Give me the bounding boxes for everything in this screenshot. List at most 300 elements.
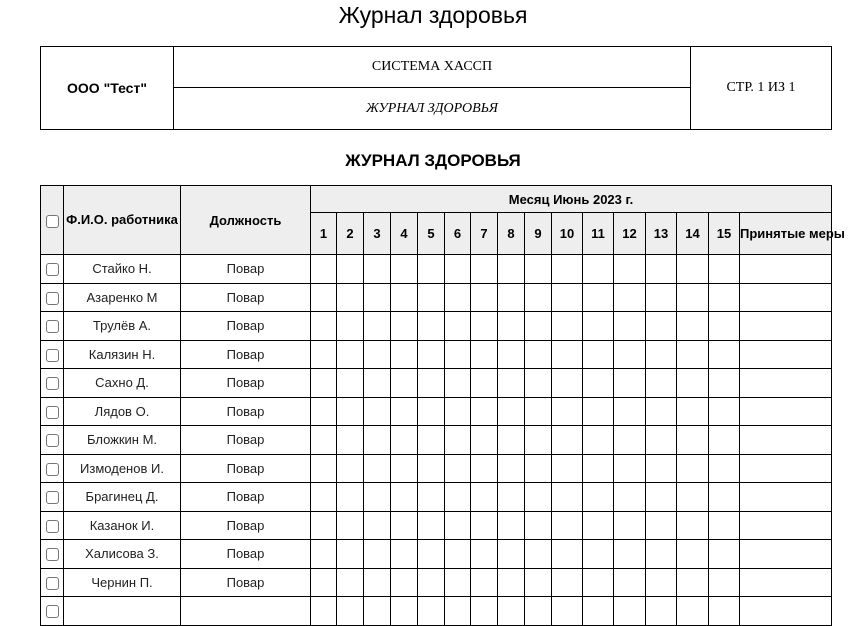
day-cell[interactable]: [391, 255, 418, 284]
day-cell[interactable]: [391, 426, 418, 455]
employee-name: Сахно Д.: [64, 369, 181, 398]
day-cell[interactable]: [311, 454, 337, 483]
day-cell[interactable]: [583, 312, 614, 341]
day-cell[interactable]: [471, 483, 498, 512]
day-cell[interactable]: [709, 312, 740, 341]
table-row: [41, 397, 832, 426]
day-cell[interactable]: [583, 283, 614, 312]
day-cell[interactable]: [337, 568, 364, 597]
column-header-day: 8: [498, 213, 525, 255]
day-cell[interactable]: [364, 283, 391, 312]
day-cell[interactable]: [445, 369, 471, 398]
day-cell[interactable]: [364, 255, 391, 284]
day-cell[interactable]: [583, 397, 614, 426]
day-cell[interactable]: [614, 255, 646, 284]
day-cell[interactable]: [311, 426, 337, 455]
day-cell[interactable]: [498, 369, 525, 398]
system-name: СИСТЕМА ХАССП: [174, 47, 691, 88]
column-header-day: 7: [471, 213, 498, 255]
employee-position: Повар: [181, 312, 311, 341]
day-cell[interactable]: [525, 397, 552, 426]
table-row: [41, 312, 832, 341]
day-cell[interactable]: [709, 483, 740, 512]
day-cell[interactable]: [364, 511, 391, 540]
day-cell[interactable]: [525, 312, 552, 341]
day-cell[interactable]: [552, 312, 583, 341]
day-cell[interactable]: [418, 340, 445, 369]
day-cell[interactable]: [614, 511, 646, 540]
column-header-day: 11: [583, 213, 614, 255]
day-cell[interactable]: [391, 369, 418, 398]
table-row: [41, 454, 832, 483]
day-cell[interactable]: [445, 255, 471, 284]
column-header-day: 3: [364, 213, 391, 255]
day-cell[interactable]: [614, 340, 646, 369]
column-header-day: 14: [677, 213, 709, 255]
day-cell[interactable]: [337, 340, 364, 369]
measures-cell[interactable]: [740, 369, 832, 398]
day-cell[interactable]: [677, 397, 709, 426]
day-cell[interactable]: [552, 483, 583, 512]
day-cell[interactable]: [583, 426, 614, 455]
column-header-day: 12: [614, 213, 646, 255]
day-cell[interactable]: [525, 511, 552, 540]
employee-name: Трулёв А.: [64, 312, 181, 341]
day-cell[interactable]: [391, 283, 418, 312]
table-row: [41, 597, 832, 626]
row-checkbox[interactable]: [46, 520, 59, 533]
column-header-day: 6: [445, 213, 471, 255]
table-row: [41, 540, 832, 569]
day-cell[interactable]: [364, 369, 391, 398]
day-cell[interactable]: [525, 255, 552, 284]
day-cell[interactable]: [391, 454, 418, 483]
day-cell[interactable]: [471, 568, 498, 597]
column-header-day: 2: [337, 213, 364, 255]
day-cell[interactable]: [364, 483, 391, 512]
day-cell[interactable]: [583, 255, 614, 284]
row-select-cell: [41, 426, 64, 455]
day-cell[interactable]: [311, 483, 337, 512]
column-header-day: 9: [525, 213, 552, 255]
day-cell[interactable]: [391, 511, 418, 540]
day-cell[interactable]: [677, 540, 709, 569]
page-title: Журнал здоровья: [338, 2, 528, 28]
row-checkbox[interactable]: [46, 349, 59, 362]
employee-name: Халисова З.: [64, 540, 181, 569]
day-cell[interactable]: [525, 568, 552, 597]
day-cell[interactable]: [418, 540, 445, 569]
day-cell[interactable]: [337, 312, 364, 341]
day-cell[interactable]: [471, 340, 498, 369]
row-checkbox[interactable]: [46, 548, 59, 561]
day-cell[interactable]: [311, 312, 337, 341]
day-cell[interactable]: [418, 397, 445, 426]
day-cell[interactable]: [677, 369, 709, 398]
company-name: ООО "Тест": [41, 47, 174, 130]
row-select-cell: [41, 397, 64, 426]
day-cell[interactable]: [646, 511, 677, 540]
day-cell[interactable]: [552, 426, 583, 455]
day-cell[interactable]: [391, 340, 418, 369]
employee-name: Казанок И.: [64, 511, 181, 540]
day-cell[interactable]: [418, 255, 445, 284]
day-cell[interactable]: [646, 597, 677, 626]
day-cell[interactable]: [445, 511, 471, 540]
column-header-day: 15: [709, 213, 740, 255]
day-cell[interactable]: [391, 597, 418, 626]
day-cell[interactable]: [709, 340, 740, 369]
row-checkbox[interactable]: [46, 263, 59, 276]
day-cell[interactable]: [709, 397, 740, 426]
row-select-cell: [41, 597, 64, 626]
employee-name: [64, 597, 181, 626]
employee-name: Бложкин М.: [64, 426, 181, 455]
day-cell[interactable]: [445, 426, 471, 455]
day-cell[interactable]: [709, 568, 740, 597]
day-cell[interactable]: [337, 255, 364, 284]
column-header-name: Ф.И.О. работника: [64, 186, 181, 255]
day-cell[interactable]: [583, 369, 614, 398]
measures-cell[interactable]: [740, 454, 832, 483]
day-cell[interactable]: [614, 597, 646, 626]
day-cell[interactable]: [364, 340, 391, 369]
day-cell[interactable]: [677, 312, 709, 341]
day-cell[interactable]: [583, 454, 614, 483]
table-row: [41, 426, 832, 455]
day-cell[interactable]: [646, 312, 677, 341]
measures-cell[interactable]: [740, 597, 832, 626]
day-cell[interactable]: [337, 454, 364, 483]
day-cell[interactable]: [525, 369, 552, 398]
day-cell[interactable]: [418, 454, 445, 483]
day-cell[interactable]: [311, 283, 337, 312]
day-cell[interactable]: [709, 283, 740, 312]
day-cell[interactable]: [445, 483, 471, 512]
day-cell[interactable]: [498, 597, 525, 626]
day-cell[interactable]: [677, 483, 709, 512]
day-cell[interactable]: [525, 454, 552, 483]
measures-cell[interactable]: [740, 255, 832, 284]
day-cell[interactable]: [445, 597, 471, 626]
row-select-cell: [41, 540, 64, 569]
day-cell[interactable]: [418, 283, 445, 312]
employee-position: Повар: [181, 426, 311, 455]
day-cell[interactable]: [646, 568, 677, 597]
day-cell[interactable]: [525, 283, 552, 312]
row-checkbox[interactable]: [46, 320, 59, 333]
row-checkbox[interactable]: [46, 577, 59, 590]
day-cell[interactable]: [311, 597, 337, 626]
day-cell[interactable]: [709, 426, 740, 455]
day-cell[interactable]: [583, 568, 614, 597]
day-cell[interactable]: [709, 540, 740, 569]
page-number: СТР. 1 ИЗ 1: [691, 47, 832, 130]
day-cell[interactable]: [552, 568, 583, 597]
day-cell[interactable]: [552, 255, 583, 284]
day-cell[interactable]: [525, 597, 552, 626]
day-cell[interactable]: [445, 340, 471, 369]
table-row: [41, 511, 832, 540]
day-cell[interactable]: [418, 483, 445, 512]
employee-position: Повар: [181, 255, 311, 284]
day-cell[interactable]: [614, 483, 646, 512]
day-cell[interactable]: [311, 511, 337, 540]
day-cell[interactable]: [445, 540, 471, 569]
day-cell[interactable]: [364, 568, 391, 597]
column-header-measures: Принятые меры: [740, 213, 832, 255]
row-select-cell: [41, 511, 64, 540]
day-cell[interactable]: [418, 312, 445, 341]
day-cell[interactable]: [391, 483, 418, 512]
employee-position: Повар: [181, 483, 311, 512]
day-cell[interactable]: [391, 312, 418, 341]
day-cell[interactable]: [583, 340, 614, 369]
day-cell[interactable]: [418, 511, 445, 540]
column-header-position: Должность: [181, 186, 311, 255]
day-cell[interactable]: [583, 511, 614, 540]
day-cell[interactable]: [498, 397, 525, 426]
day-cell[interactable]: [646, 255, 677, 284]
day-cell[interactable]: [498, 283, 525, 312]
day-cell[interactable]: [646, 454, 677, 483]
measures-cell[interactable]: [740, 340, 832, 369]
column-header-month: Месяц Июнь 2023 г.: [311, 186, 832, 213]
day-cell[interactable]: [614, 283, 646, 312]
day-cell[interactable]: [614, 369, 646, 398]
employee-position: Повар: [181, 540, 311, 569]
employee-position: Повар: [181, 369, 311, 398]
row-checkbox[interactable]: [46, 463, 59, 476]
day-cell[interactable]: [677, 283, 709, 312]
employee-name: Лядов О.: [64, 397, 181, 426]
employee-position: Повар: [181, 283, 311, 312]
day-cell[interactable]: [614, 568, 646, 597]
row-select-cell: [41, 255, 64, 284]
day-cell[interactable]: [552, 454, 583, 483]
day-cell[interactable]: [646, 483, 677, 512]
employee-name: Стайко Н.: [64, 255, 181, 284]
day-cell[interactable]: [583, 483, 614, 512]
day-cell[interactable]: [337, 283, 364, 312]
measures-cell[interactable]: [740, 568, 832, 597]
day-cell[interactable]: [498, 511, 525, 540]
employee-position: [181, 597, 311, 626]
measures-cell[interactable]: [740, 483, 832, 512]
day-cell[interactable]: [311, 540, 337, 569]
day-cell[interactable]: [364, 597, 391, 626]
employee-name: Калязин Н.: [64, 340, 181, 369]
day-cell[interactable]: [471, 397, 498, 426]
day-cell[interactable]: [677, 568, 709, 597]
column-header-day: 13: [646, 213, 677, 255]
day-cell[interactable]: [614, 312, 646, 341]
employee-position: Повар: [181, 454, 311, 483]
row-checkbox[interactable]: [46, 292, 59, 305]
table-row: [41, 255, 832, 284]
column-header-day: 10: [552, 213, 583, 255]
employee-name: Чернин П.: [64, 568, 181, 597]
day-cell[interactable]: [311, 255, 337, 284]
measures-cell[interactable]: [740, 397, 832, 426]
day-cell[interactable]: [364, 540, 391, 569]
table-row: [41, 483, 832, 512]
day-cell[interactable]: [525, 340, 552, 369]
day-cell[interactable]: [677, 340, 709, 369]
day-cell[interactable]: [337, 483, 364, 512]
day-cell[interactable]: [311, 340, 337, 369]
row-select-cell: [41, 283, 64, 312]
day-cell[interactable]: [709, 454, 740, 483]
day-cell[interactable]: [471, 511, 498, 540]
measures-cell[interactable]: [740, 283, 832, 312]
row-checkbox[interactable]: [46, 491, 59, 504]
employee-name: Измоденов И.: [64, 454, 181, 483]
day-cell[interactable]: [337, 369, 364, 398]
day-cell[interactable]: [391, 397, 418, 426]
day-cell[interactable]: [471, 597, 498, 626]
table-row: [41, 369, 832, 398]
employee-name: Азаренко М: [64, 283, 181, 312]
table-row: [41, 568, 832, 597]
day-cell[interactable]: [445, 283, 471, 312]
health-log-table: [40, 185, 845, 626]
day-cell[interactable]: [471, 255, 498, 284]
day-cell[interactable]: [364, 426, 391, 455]
day-cell[interactable]: [337, 511, 364, 540]
day-cell[interactable]: [709, 255, 740, 284]
day-cell[interactable]: [418, 426, 445, 455]
day-cell[interactable]: [552, 283, 583, 312]
day-cell[interactable]: [418, 597, 445, 626]
row-checkbox[interactable]: [46, 377, 59, 390]
day-cell[interactable]: [646, 540, 677, 569]
row-select-cell: [41, 340, 64, 369]
day-cell[interactable]: [646, 397, 677, 426]
day-cell[interactable]: [646, 283, 677, 312]
day-cell[interactable]: [614, 454, 646, 483]
day-cell[interactable]: [445, 568, 471, 597]
day-cell[interactable]: [311, 369, 337, 398]
day-cell[interactable]: [614, 397, 646, 426]
table-row: [41, 283, 832, 312]
day-cell[interactable]: [552, 340, 583, 369]
day-cell[interactable]: [471, 312, 498, 341]
day-cell[interactable]: [525, 483, 552, 512]
day-cell[interactable]: [364, 454, 391, 483]
day-cell[interactable]: [337, 540, 364, 569]
row-checkbox[interactable]: [46, 434, 59, 447]
day-cell[interactable]: [498, 426, 525, 455]
day-cell[interactable]: [709, 369, 740, 398]
measures-cell[interactable]: [740, 312, 832, 341]
day-cell[interactable]: [337, 397, 364, 426]
row-checkbox[interactable]: [46, 406, 59, 419]
day-cell[interactable]: [552, 369, 583, 398]
document-header: [40, 46, 832, 130]
select-all-cell: [41, 186, 64, 255]
day-cell[interactable]: [646, 340, 677, 369]
day-cell[interactable]: [525, 540, 552, 569]
table-row: [41, 340, 832, 369]
day-cell[interactable]: [552, 397, 583, 426]
row-select-cell: [41, 369, 64, 398]
employee-position: Повар: [181, 340, 311, 369]
day-cell[interactable]: [471, 454, 498, 483]
employee-position: Повар: [181, 568, 311, 597]
employee-position: Повар: [181, 511, 311, 540]
day-cell[interactable]: [471, 369, 498, 398]
day-cell[interactable]: [709, 511, 740, 540]
day-cell[interactable]: [337, 426, 364, 455]
day-cell[interactable]: [311, 397, 337, 426]
day-cell[interactable]: [498, 255, 525, 284]
day-cell[interactable]: [364, 397, 391, 426]
day-cell[interactable]: [498, 568, 525, 597]
day-cell[interactable]: [391, 540, 418, 569]
day-cell[interactable]: [614, 426, 646, 455]
day-cell[interactable]: [552, 511, 583, 540]
measures-cell[interactable]: [740, 511, 832, 540]
day-cell[interactable]: [677, 426, 709, 455]
row-select-cell: [41, 483, 64, 512]
day-cell[interactable]: [391, 568, 418, 597]
day-cell[interactable]: [677, 511, 709, 540]
employee-name: Брагинец Д.: [64, 483, 181, 512]
day-cell[interactable]: [364, 312, 391, 341]
day-cell[interactable]: [677, 597, 709, 626]
row-checkbox[interactable]: [46, 605, 59, 618]
day-cell[interactable]: [498, 454, 525, 483]
employee-position: Повар: [181, 397, 311, 426]
journal-name: ЖУРНАЛ ЗДОРОВЬЯ: [174, 88, 691, 130]
measures-cell[interactable]: [740, 540, 832, 569]
day-cell[interactable]: [583, 597, 614, 626]
select-all-checkbox[interactable]: [46, 215, 59, 228]
day-cell[interactable]: [552, 597, 583, 626]
day-cell[interactable]: [677, 255, 709, 284]
day-cell[interactable]: [498, 540, 525, 569]
column-header-day: 5: [418, 213, 445, 255]
column-header-day: 1: [311, 213, 337, 255]
day-cell[interactable]: [445, 397, 471, 426]
section-title: ЖУРНАЛ ЗДОРОВЬЯ: [345, 151, 521, 170]
column-header-day: 4: [391, 213, 418, 255]
day-cell[interactable]: [498, 312, 525, 341]
day-cell[interactable]: [677, 454, 709, 483]
day-cell[interactable]: [418, 369, 445, 398]
day-cell[interactable]: [646, 426, 677, 455]
day-cell[interactable]: [614, 540, 646, 569]
day-cell[interactable]: [498, 340, 525, 369]
measures-cell[interactable]: [740, 426, 832, 455]
day-cell[interactable]: [337, 597, 364, 626]
day-cell[interactable]: [525, 426, 552, 455]
day-cell[interactable]: [583, 540, 614, 569]
day-cell[interactable]: [445, 312, 471, 341]
row-select-cell: [41, 454, 64, 483]
day-cell[interactable]: [445, 454, 471, 483]
day-cell[interactable]: [471, 283, 498, 312]
day-cell[interactable]: [498, 483, 525, 512]
day-cell[interactable]: [552, 540, 583, 569]
day-cell[interactable]: [418, 568, 445, 597]
day-cell[interactable]: [471, 540, 498, 569]
day-cell[interactable]: [646, 369, 677, 398]
day-cell[interactable]: [311, 568, 337, 597]
day-cell[interactable]: [709, 597, 740, 626]
day-cell[interactable]: [471, 426, 498, 455]
